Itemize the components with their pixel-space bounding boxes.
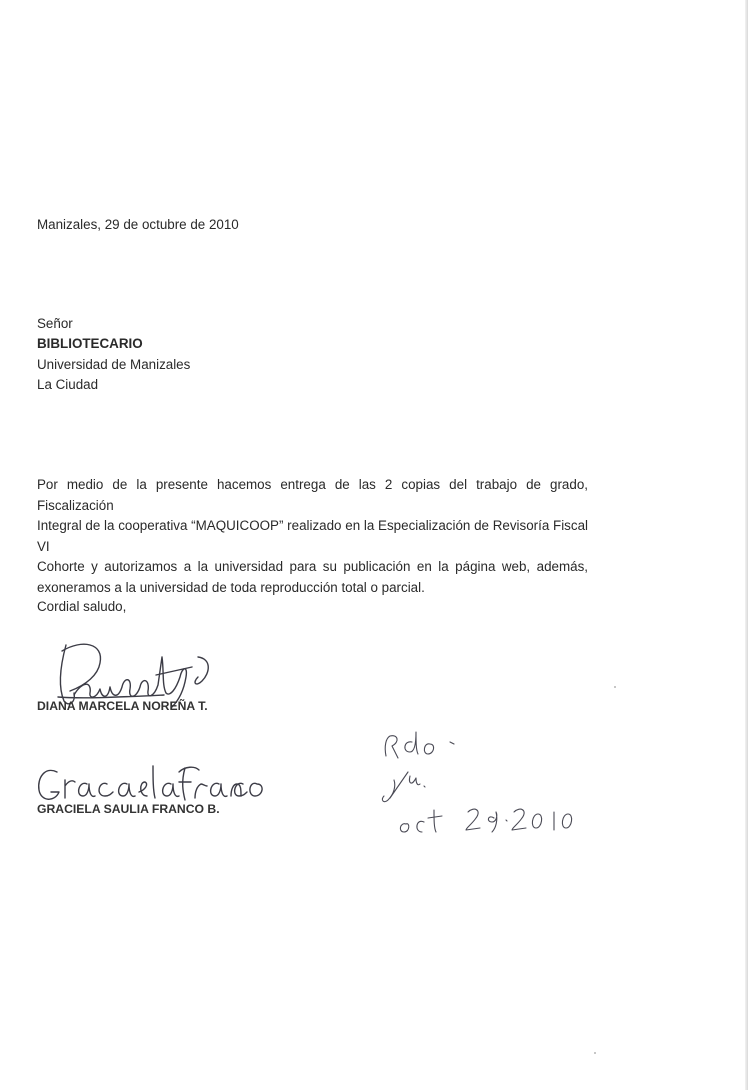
recipient-salutation: Señor [37, 316, 73, 331]
recipient-institution: Universidad de Manizales [37, 357, 191, 372]
signer-name-1: DIANA MARCELA NOREÑA T. [37, 699, 208, 713]
body-line: Integral de la cooperativa “MAQUICOOP” realizado en la Especialización de Revisoría Fiscal VI [37, 518, 588, 554]
handwritten-receipt-note [372, 728, 582, 838]
recipient-role: BIBLIOTECARIO [37, 336, 143, 351]
recipient-city: La Ciudad [37, 377, 99, 392]
letter-body [37, 475, 588, 598]
body-line: Cohorte y autorizamos a la universidad para su publicación en la página web, además, [37, 559, 588, 574]
body-line: exoneramos a la universidad de toda reproducción total o parcial. [37, 579, 425, 595]
signer-name-2: GRACIELA SAULIA FRANCO B. [37, 802, 220, 816]
place-date: Manizales, 29 de octubre de 2010 [37, 217, 239, 232]
closing: Cordial saludo, [37, 599, 127, 614]
scan-speck [594, 1052, 596, 1054]
body-line: Por medio de la presente hacemos entrega de las 2 copias del trabajo de grado, Fiscalización [37, 477, 588, 513]
scan-speck [614, 686, 616, 688]
